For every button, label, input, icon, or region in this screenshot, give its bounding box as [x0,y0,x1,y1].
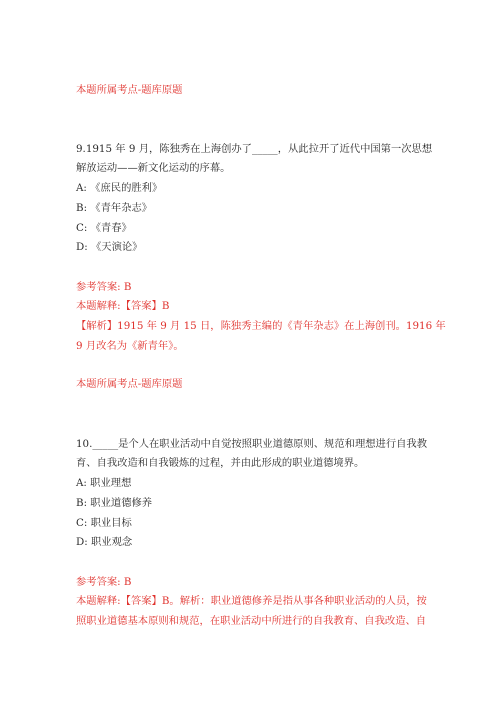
question-9-analysis-line-2: 9 月改名为《新青年》。 [76,340,184,352]
question-10-option-d: D: 职业观念 [76,536,133,548]
question-10-stem-line-2: 育、自我改造和自我锻炼的过程，并由此形成的职业道德境界。 [76,457,365,469]
question-9-option-a: A: 《庶民的胜利》 [76,182,163,194]
question-10-explanation-line-1: 本题解释:【答案】B。解析：职业道德修养是指从事各种职业活动的人员，按 [76,595,427,607]
question-9-explanation-label: 本题解释:【答案】B [76,300,170,312]
question-9-option-c: C: 《青春》 [76,222,132,234]
question-9-answer: 参考答案: B [76,281,132,293]
question-9-stem-line-2: 解放运动——新文化运动的序幕。 [76,162,231,174]
question-9-stem-line-1: 9.1915 年 9 月，陈独秀在上海创办了_____，从此拉开了近代中国第一次思想 [76,143,433,155]
question-10-answer: 参考答案: B [76,576,132,588]
question-10-option-a: A: 职业理想 [76,477,132,489]
topic-attribution: 本题所属考点-题库原题 [76,84,183,96]
question-9-option-b: B: 《青年杂志》 [76,202,153,214]
question-9-analysis-line-1: 【解析】1915 年 9 月 15 日，陈独秀主编的《青年杂志》在上海创刊。1916 年 [76,320,446,332]
question-10-explanation-line-2: 照职业道德基本原则和规范，在职业活动中所进行的自我教育、自我改造、自 [76,615,427,627]
question-10-stem-line-1: 10._____是个人在职业活动中自觉按照职业道德原则、规范和理想进行自我教 [76,438,428,450]
question-10-option-b: B: 职业道德修养 [76,497,153,509]
question-9-attribution: 本题所属考点-题库原题 [76,378,183,390]
question-9-option-d: D: 《天演论》 [76,241,143,253]
question-10-option-c: C: 职业目标 [76,517,132,529]
